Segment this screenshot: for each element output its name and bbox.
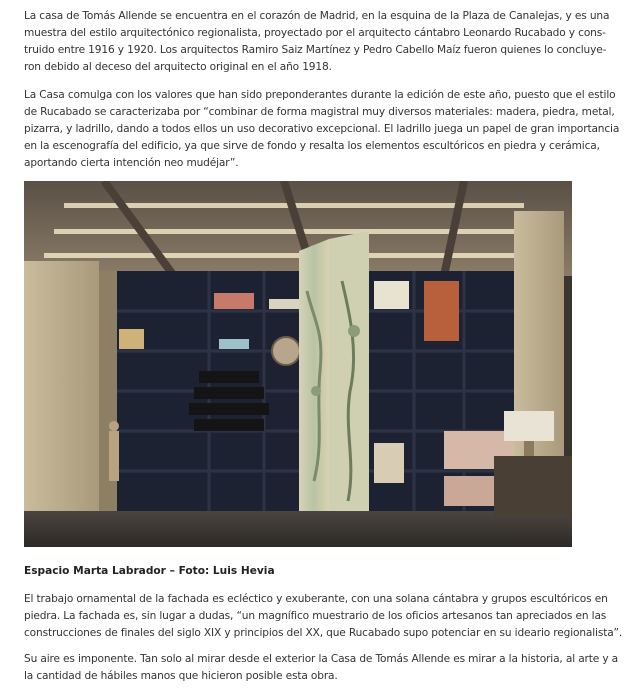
paragraph-line: construcciones de finales del siglo XIX y principios del XX, que Rucabado supo potenciar en su ideario regionalista”. — [24, 627, 623, 639]
paragraph-line: en la escenografía del edificio, ya que sirve de fondo y resalta los elementos escultóricos en piedra y cerámica, — [24, 140, 600, 152]
paragraph-line: muestra del estilo arquitectónico regionalista, proyectado por el arquitecto cántabro Leonardo Rucabado y cons- — [24, 27, 606, 39]
paragraph-line: piedra. La fachada es, sin lugar a dudas, “un magnífico muestrario de los oficios artesanos tan apreciados en las — [24, 610, 607, 622]
paragraph-line: la cantidad de hábiles manos que hicieron posible esta obra. — [24, 670, 338, 682]
paragraph-line: truido entre 1916 y 1920. Los arquitectos Ramiro Saiz Martínez y Pedro Cabello Maíz fueron quienes lo concluye- — [24, 44, 607, 56]
paragraph-line: ron debido al deceso del arquitecto original en el año 1918. — [24, 61, 332, 73]
paragraph-line: El trabajo ornamental de la fachada es ecléctico y exuberante, con una solana cántabra y grupos escultóricos en — [24, 593, 608, 605]
interior-photo[interactable] — [24, 181, 572, 547]
paragraph-values — [24, 87, 622, 172]
paragraph-line: Su aire es imponente. Tan solo al mirar desde el exterior la Casa de Tomás Allende es mirar a la historia, al arte y a — [24, 653, 619, 665]
paragraph-line: de Rucabado se caracterizaba por “combinar de forma magistral muy diversos materiales: madera, piedra, metal, — [24, 106, 615, 118]
paragraph-line: aportando cierta intención neo mudéjar”. — [24, 157, 239, 169]
paragraph-line: pizarra, y ladrillo, dando a todos ellos un uso decorativo excepcional. El ladrillo juega un papel de gran importancia — [24, 123, 620, 135]
paragraph-facade — [24, 591, 622, 642]
paragraph-intro — [24, 8, 622, 76]
interior-photo-illustration — [24, 181, 572, 547]
photo-caption: Espacio Marta Labrador – Foto: Luis Hevia — [24, 565, 275, 577]
paragraph-closing — [24, 651, 622, 685]
paragraph-line: La casa de Tomás Allende se encuentra en el corazón de Madrid, en la esquina de la Plaza de Canalejas, y es una — [24, 10, 610, 22]
paragraph-line: La Casa comulga con los valores que han sido preponderantes durante la edición de este año, puesto que el estilo — [24, 89, 616, 101]
